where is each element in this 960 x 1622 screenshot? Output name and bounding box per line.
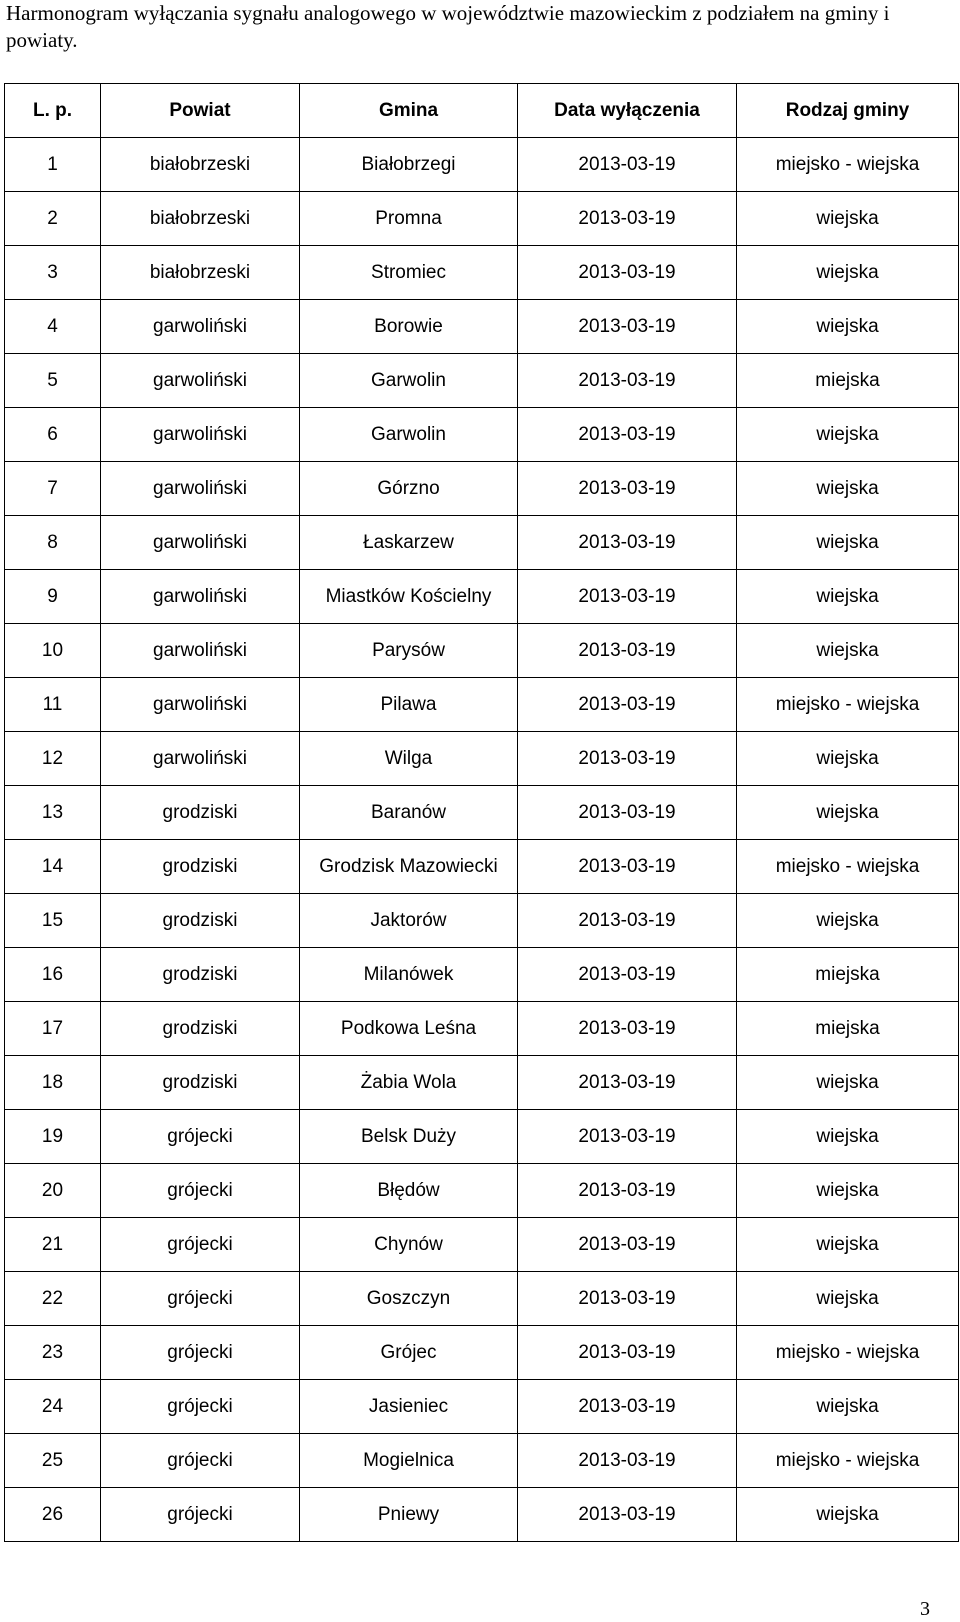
cell-lp: 22	[5, 1272, 101, 1326]
table-row	[5, 840, 959, 894]
table-row	[5, 786, 959, 840]
cell-powiat: grójecki	[101, 1272, 300, 1326]
cell-rodzaj-gminy: wiejska	[737, 570, 959, 624]
cell-lp: 10	[5, 624, 101, 678]
table-row	[5, 246, 959, 300]
cell-gmina: Chynów	[300, 1218, 518, 1272]
cell-lp: 21	[5, 1218, 101, 1272]
cell-rodzaj-gminy: wiejska	[737, 300, 959, 354]
cell-gmina: Pniewy	[300, 1488, 518, 1542]
table-row	[5, 570, 959, 624]
cell-powiat: grodziski	[101, 948, 300, 1002]
cell-gmina: Wilga	[300, 732, 518, 786]
cell-powiat: garwoliński	[101, 516, 300, 570]
cell-data-wylaczenia: 2013-03-19	[518, 1164, 737, 1218]
document-title: Harmonogram wyłączania sygnału analogowego w województwie mazowieckim z podziałem na gminy i powiaty.	[6, 1, 890, 52]
cell-powiat: grodziski	[101, 1002, 300, 1056]
cell-gmina: Mogielnica	[300, 1434, 518, 1488]
table-row	[5, 138, 959, 192]
table-row	[5, 516, 959, 570]
cell-lp: 3	[5, 246, 101, 300]
cell-data-wylaczenia: 2013-03-19	[518, 678, 737, 732]
cell-powiat: garwoliński	[101, 354, 300, 408]
cell-data-wylaczenia: 2013-03-19	[518, 732, 737, 786]
cell-rodzaj-gminy: miejska	[737, 948, 959, 1002]
cell-powiat: grójecki	[101, 1326, 300, 1380]
cell-lp: 23	[5, 1326, 101, 1380]
cell-lp: 17	[5, 1002, 101, 1056]
table-row	[5, 1056, 959, 1110]
table-row	[5, 192, 959, 246]
cell-lp: 12	[5, 732, 101, 786]
cell-rodzaj-gminy: miejsko - wiejska	[737, 840, 959, 894]
cell-lp: 1	[5, 138, 101, 192]
cell-gmina: Belsk Duży	[300, 1110, 518, 1164]
cell-rodzaj-gminy: wiejska	[737, 246, 959, 300]
cell-data-wylaczenia: 2013-03-19	[518, 1218, 737, 1272]
cell-lp: 18	[5, 1056, 101, 1110]
cell-rodzaj-gminy: miejsko - wiejska	[737, 1434, 959, 1488]
cell-data-wylaczenia: 2013-03-19	[518, 516, 737, 570]
cell-data-wylaczenia: 2013-03-19	[518, 138, 737, 192]
table-row	[5, 1434, 959, 1488]
cell-lp: 20	[5, 1164, 101, 1218]
cell-gmina: Jasieniec	[300, 1380, 518, 1434]
cell-data-wylaczenia: 2013-03-19	[518, 408, 737, 462]
cell-lp: 7	[5, 462, 101, 516]
cell-lp: 8	[5, 516, 101, 570]
cell-lp: 13	[5, 786, 101, 840]
cell-lp: 6	[5, 408, 101, 462]
cell-lp: 24	[5, 1380, 101, 1434]
cell-powiat: białobrzeski	[101, 192, 300, 246]
cell-data-wylaczenia: 2013-03-19	[518, 1380, 737, 1434]
schedule-table	[4, 83, 959, 1542]
cell-rodzaj-gminy: wiejska	[737, 1272, 959, 1326]
table-row	[5, 1002, 959, 1056]
cell-data-wylaczenia: 2013-03-19	[518, 1002, 737, 1056]
cell-lp: 5	[5, 354, 101, 408]
cell-gmina: Miastków Kościelny	[300, 570, 518, 624]
cell-lp: 26	[5, 1488, 101, 1542]
cell-gmina: Parysów	[300, 624, 518, 678]
table-row	[5, 1380, 959, 1434]
table-row	[5, 1218, 959, 1272]
cell-rodzaj-gminy: wiejska	[737, 1218, 959, 1272]
cell-gmina: Borowie	[300, 300, 518, 354]
cell-rodzaj-gminy: miejska	[737, 1002, 959, 1056]
cell-gmina: Milanówek	[300, 948, 518, 1002]
cell-gmina: Stromiec	[300, 246, 518, 300]
table-row	[5, 948, 959, 1002]
cell-data-wylaczenia: 2013-03-19	[518, 894, 737, 948]
cell-gmina: Grójec	[300, 1326, 518, 1380]
header-powiat: Powiat	[101, 84, 300, 138]
cell-lp: 14	[5, 840, 101, 894]
cell-rodzaj-gminy: wiejska	[737, 786, 959, 840]
table-row	[5, 894, 959, 948]
cell-lp: 25	[5, 1434, 101, 1488]
cell-data-wylaczenia: 2013-03-19	[518, 1056, 737, 1110]
cell-lp: 16	[5, 948, 101, 1002]
cell-powiat: grodziski	[101, 894, 300, 948]
cell-gmina: Jaktorów	[300, 894, 518, 948]
cell-rodzaj-gminy: wiejska	[737, 1380, 959, 1434]
cell-powiat: grójecki	[101, 1164, 300, 1218]
cell-data-wylaczenia: 2013-03-19	[518, 840, 737, 894]
cell-gmina: Błędów	[300, 1164, 518, 1218]
table-row	[5, 300, 959, 354]
cell-powiat: grójecki	[101, 1488, 300, 1542]
cell-data-wylaczenia: 2013-03-19	[518, 624, 737, 678]
cell-powiat: białobrzeski	[101, 246, 300, 300]
table-row	[5, 1326, 959, 1380]
cell-rodzaj-gminy: wiejska	[737, 732, 959, 786]
cell-data-wylaczenia: 2013-03-19	[518, 1488, 737, 1542]
cell-data-wylaczenia: 2013-03-19	[518, 354, 737, 408]
table-body	[5, 138, 959, 1542]
cell-powiat: grójecki	[101, 1218, 300, 1272]
cell-rodzaj-gminy: miejsko - wiejska	[737, 138, 959, 192]
cell-gmina: Pilawa	[300, 678, 518, 732]
cell-gmina: Grodzisk Mazowiecki	[300, 840, 518, 894]
cell-rodzaj-gminy: wiejska	[737, 1488, 959, 1542]
table-row	[5, 624, 959, 678]
cell-rodzaj-gminy: wiejska	[737, 1164, 959, 1218]
table-row	[5, 1110, 959, 1164]
cell-powiat: grójecki	[101, 1380, 300, 1434]
cell-gmina: Białobrzegi	[300, 138, 518, 192]
cell-rodzaj-gminy: wiejska	[737, 894, 959, 948]
cell-gmina: Promna	[300, 192, 518, 246]
cell-powiat: garwoliński	[101, 300, 300, 354]
cell-lp: 4	[5, 300, 101, 354]
cell-powiat: białobrzeski	[101, 138, 300, 192]
cell-rodzaj-gminy: miejska	[737, 354, 959, 408]
header-rodzaj-gminy: Rodzaj gminy	[737, 84, 959, 138]
cell-gmina: Goszczyn	[300, 1272, 518, 1326]
cell-gmina: Górzno	[300, 462, 518, 516]
cell-powiat: grodziski	[101, 840, 300, 894]
table-row	[5, 462, 959, 516]
table-row	[5, 678, 959, 732]
cell-lp: 11	[5, 678, 101, 732]
cell-rodzaj-gminy: wiejska	[737, 462, 959, 516]
table-row	[5, 1488, 959, 1542]
cell-data-wylaczenia: 2013-03-19	[518, 1326, 737, 1380]
cell-gmina: Podkowa Leśna	[300, 1002, 518, 1056]
cell-powiat: grójecki	[101, 1110, 300, 1164]
cell-powiat: garwoliński	[101, 408, 300, 462]
cell-powiat: garwoliński	[101, 678, 300, 732]
cell-data-wylaczenia: 2013-03-19	[518, 1434, 737, 1488]
table-row	[5, 354, 959, 408]
cell-rodzaj-gminy: wiejska	[737, 1110, 959, 1164]
table-row	[5, 1164, 959, 1218]
cell-rodzaj-gminy: wiejska	[737, 408, 959, 462]
cell-gmina: Łaskarzew	[300, 516, 518, 570]
cell-data-wylaczenia: 2013-03-19	[518, 786, 737, 840]
cell-gmina: Baranów	[300, 786, 518, 840]
table-header-row	[5, 84, 959, 138]
cell-gmina: Garwolin	[300, 408, 518, 462]
cell-powiat: grodziski	[101, 1056, 300, 1110]
cell-data-wylaczenia: 2013-03-19	[518, 246, 737, 300]
header-gmina: Gmina	[300, 84, 518, 138]
cell-data-wylaczenia: 2013-03-19	[518, 1272, 737, 1326]
table-row	[5, 732, 959, 786]
cell-rodzaj-gminy: wiejska	[737, 192, 959, 246]
cell-rodzaj-gminy: miejsko - wiejska	[737, 1326, 959, 1380]
cell-gmina: Garwolin	[300, 354, 518, 408]
cell-lp: 19	[5, 1110, 101, 1164]
cell-powiat: garwoliński	[101, 624, 300, 678]
cell-data-wylaczenia: 2013-03-19	[518, 462, 737, 516]
cell-rodzaj-gminy: wiejska	[737, 516, 959, 570]
cell-data-wylaczenia: 2013-03-19	[518, 300, 737, 354]
cell-powiat: garwoliński	[101, 570, 300, 624]
cell-data-wylaczenia: 2013-03-19	[518, 192, 737, 246]
cell-rodzaj-gminy: wiejska	[737, 624, 959, 678]
cell-gmina: Żabia Wola	[300, 1056, 518, 1110]
table-row	[5, 1272, 959, 1326]
page-number: 3	[920, 1598, 930, 1620]
cell-lp: 2	[5, 192, 101, 246]
cell-lp: 9	[5, 570, 101, 624]
cell-powiat: garwoliński	[101, 462, 300, 516]
cell-lp: 15	[5, 894, 101, 948]
header-lp: L. p.	[5, 84, 101, 138]
table-row	[5, 408, 959, 462]
cell-powiat: grodziski	[101, 786, 300, 840]
header-data-wylaczenia: Data wyłączenia	[518, 84, 737, 138]
cell-data-wylaczenia: 2013-03-19	[518, 570, 737, 624]
cell-rodzaj-gminy: wiejska	[737, 1056, 959, 1110]
cell-powiat: garwoliński	[101, 732, 300, 786]
cell-powiat: grójecki	[101, 1434, 300, 1488]
cell-data-wylaczenia: 2013-03-19	[518, 1110, 737, 1164]
cell-rodzaj-gminy: miejsko - wiejska	[737, 678, 959, 732]
cell-data-wylaczenia: 2013-03-19	[518, 948, 737, 1002]
